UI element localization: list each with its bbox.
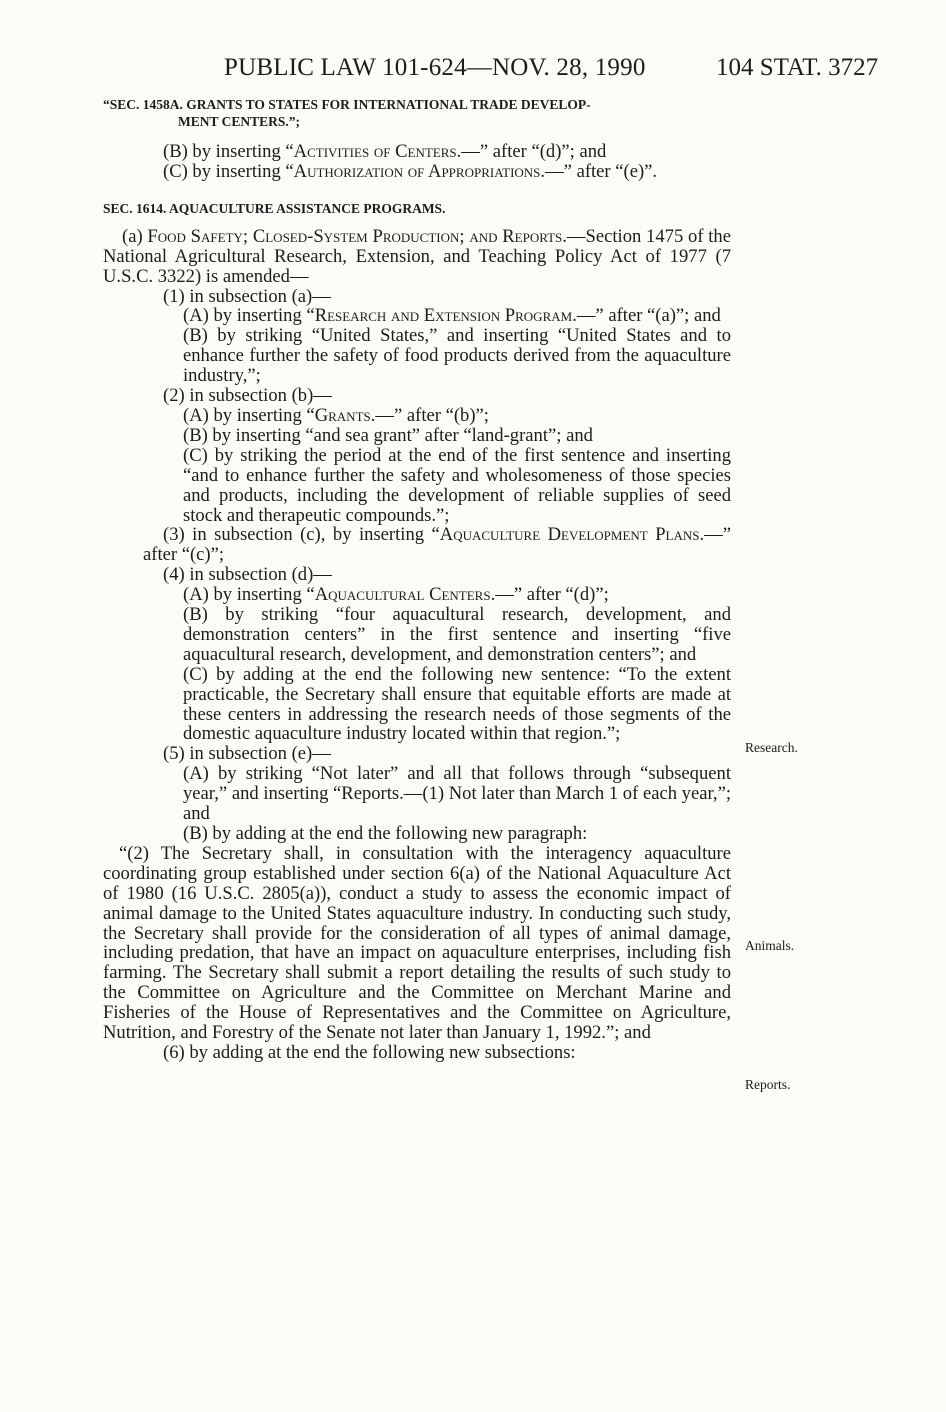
item-5b: (B) by adding at the end the following new paragraph: bbox=[183, 823, 588, 844]
section-1614-heading: SEC. 1614. AQUACULTURE ASSISTANCE PROGRAMS. bbox=[103, 200, 446, 216]
margin-note-research: Research. bbox=[745, 740, 798, 755]
item-2: (2) in subsection (b)— bbox=[163, 385, 332, 407]
item-5: (5) in subsection (e)— bbox=[163, 743, 331, 765]
margin-note-reports: Reports. bbox=[745, 1077, 791, 1092]
item-1: (1) in subsection (a)— bbox=[163, 285, 331, 307]
margin-note-animals: Animals. bbox=[745, 938, 795, 953]
item-2b: (B) by inserting “and sea grant” after “land-grant”; and bbox=[183, 424, 593, 446]
item-2a: (A) by inserting “Grants.—” after “(b)”; bbox=[183, 404, 489, 426]
item-2c: (C) by striking the period at the end of the first sentence and inserting “and to enhance further the safety and wholesomeness of those species and products, including the development of reliable supplies of seed stock and therapeutic compounds.”; bbox=[183, 444, 731, 526]
paragraph-a: (a) Food Safety; Closed-System Production; and Reports.—Section 1475 of the National Agricultural Research, Extension, and Teaching Policy Act of 1977 (7 U.S.C. 3322) is amended— bbox=[103, 225, 731, 287]
item-5a: (A) by striking “Not later” and all that follows through “subsequent year,” and inserting “Reports.—(1) Not later than March 1 of each year,”; and bbox=[183, 763, 731, 825]
item-1b: (B) by striking “United States,” and inserting “United States and to enhance further the safety of food products derived from the aquaculture industry,”; bbox=[183, 325, 731, 387]
amendment-c: (C) by inserting “Authorization of Appropriations.—” after “(e)”. bbox=[163, 160, 658, 182]
item-4c: (C) by adding at the end the following new sentence: “To the extent practicable, the Secretary shall ensure that equitable efforts are made at these centers in addressing the research needs of those segments of the domestic aquaculture industry located within that region.”; bbox=[183, 663, 731, 745]
page-header-title: PUBLIC LAW 101-624—NOV. 28, 1990 bbox=[224, 54, 646, 81]
item-4b: (B) by striking “four aquacultural research, development, and demonstration centers” in the first sentence and inserting “five aquacultural research, development, and demonstration centers”; and bbox=[183, 604, 731, 665]
item-4a: (A) by inserting “Aquacultural Centers.—” after “(d)”; bbox=[183, 584, 609, 606]
section-1458a-line1: “SEC. 1458A. GRANTS TO STATES FOR INTERNATIONAL TRADE DEVELOP- bbox=[103, 97, 591, 112]
item-1a: (A) by inserting “Research and Extension Program.—” after “(a)”; and bbox=[183, 305, 721, 327]
item-4: (4) in subsection (d)— bbox=[163, 564, 332, 586]
section-1458a-line2: MENT CENTERS.”; bbox=[178, 114, 301, 129]
paragraph-2: “(2) The Secretary shall, in consultation with the interagency aquaculture coordinating group established under section 6(a) of the National Aquaculture Act of 1980 (16 U.S.C. 2805(a)), conduct a study to assess the economic impact of animal damage to the United States aquaculture industry. In conducting such study, the Secretary shall provide for the consideration of all types of animal damage, including predation, that have an impact on aquaculture enterprises, including fish farming. The Secretary shall submit a report detailing the results of such study to the Committee on Agriculture and the Committee on Merchant Marine and Fisheries of the House of Representatives and the Committee on Agriculture, Nutrition, and Forestry of the Senate not later than January 1, 1992.”; and bbox=[103, 842, 731, 1044]
amendment-b: (B) by inserting “Activities of Centers.—” after “(d)”; and bbox=[163, 141, 607, 162]
section-1458a-heading bbox=[103, 96, 731, 130]
item-3: (3) in subsection (c), by inserting “Aquaculture Development Plans.—” after “(c)”; bbox=[143, 524, 731, 566]
item-6: (6) by adding at the end the following new subsections: bbox=[163, 1041, 576, 1063]
page-header-stat: 104 STAT. 3727 bbox=[716, 54, 879, 81]
document-body bbox=[103, 96, 731, 1063]
